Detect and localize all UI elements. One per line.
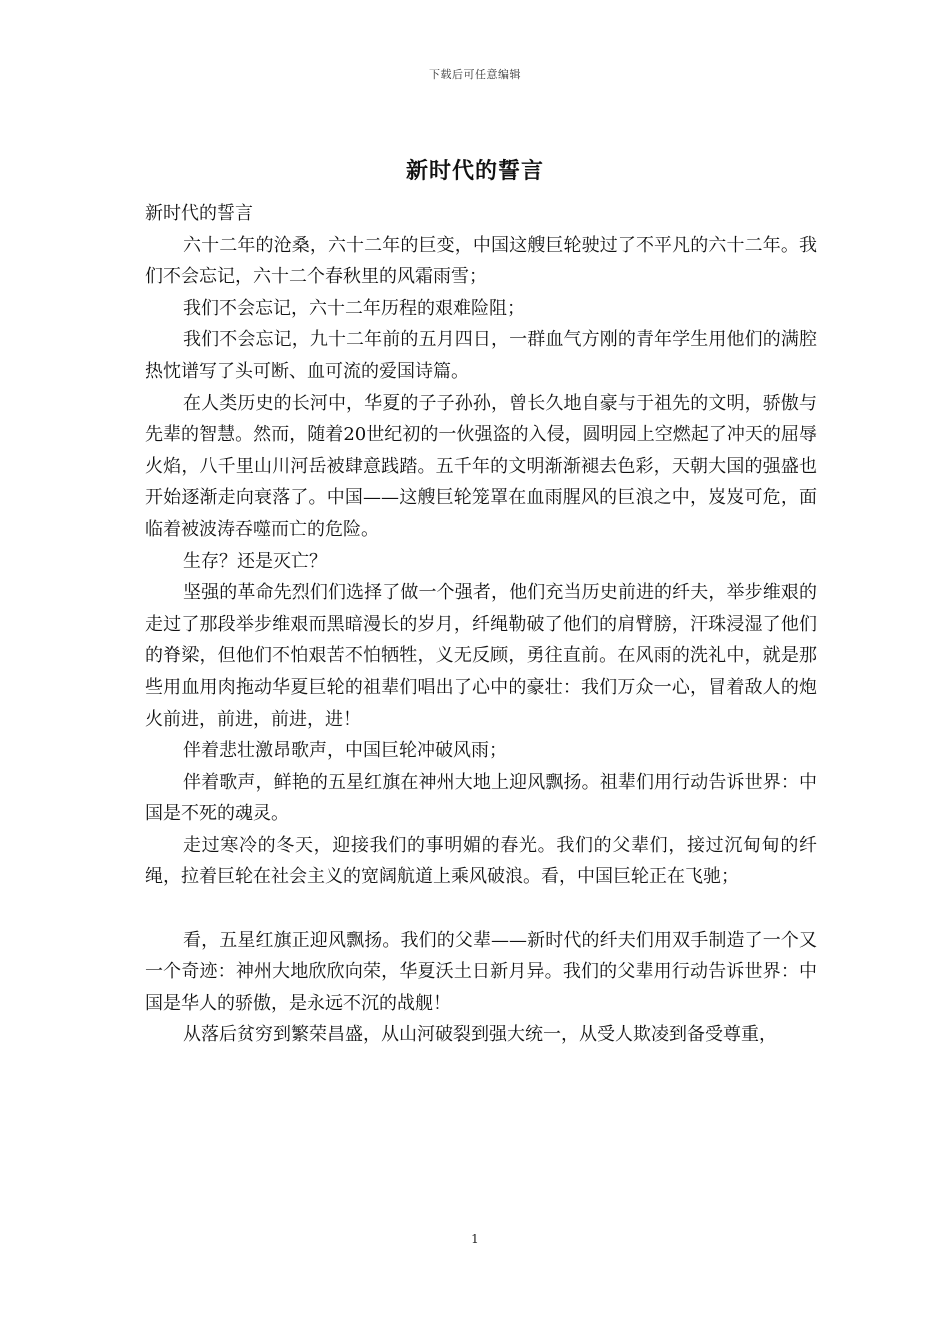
paragraph: 我们不会忘记，九十二年前的五月四日，一群血气方刚的青年学生用他们的满腔热忱谱写了头可断、血可流的爱国诗篇。	[145, 329, 817, 382]
paragraph: 我们不会忘记，六十二年历程的艰难险阻；	[183, 297, 525, 319]
paragraph: 走过寒冷的冬天，迎接我们的事明媚的春光。我们的父辈们，接过沉甸甸的纤绳，拉着巨轮在社会主义的宽阔航道上乘风破浪。看，中国巨轮正在飞驰；	[145, 834, 817, 888]
paragraph: 在人类历史的长河中，华夏的子子孙孙，曾长久地自豪与于祖先的文明，骄傲与先辈的智慧。然而，随着20世纪初的一伙强盗的入侵，圆明园上空燃起了冲天的屈辱火焰，八千里山川河岳被肆意践踏。五千年的文明渐渐褪去色彩，天朝大国的强盛也开始逐渐走向衰落了。中国——这艘巨轮笼罩在血雨腥风的巨浪之中，岌岌可危，面临着被波涛吞噬而亡的危险。	[145, 392, 817, 540]
paragraph: 六十二年的沧桑，六十二年的巨变，中国这艘巨轮驶过了不平凡的六十二年。我们不会忘记，六十二个春秋里的风霜雨雪；	[145, 234, 817, 288]
paragraph: 看，五星红旗正迎风飘扬。我们的父辈——新时代的纤夫们用双手制造了一个又一个奇迹：神州大地欣欣向荣，华夏沃土日新月异。我们的父辈用行动告诉世界：中国是华人的骄傲，是永远不沉的战舰！	[145, 929, 817, 1014]
paragraph: 坚强的革命先烈们们选择了做一个强者，他们充当历史前进的纤夫，举步维艰的走过了那段举步维艰而黑暗漫长的岁月，纤绳勒破了他们的肩臂膀，汗珠浸湿了他们的脊梁，但他们不怕艰苦不怕牺牲，义无反顾，勇往直前。在风雨的洗礼中，就是那些用血用肉拖动华夏巨轮的祖辈们唱出了心中的豪壮：我们万众一心，冒着敌人的炮火前进，前进，前进，进！	[145, 582, 817, 730]
document-body	[145, 198, 817, 1051]
document-title: 新时代的誓言	[405, 158, 544, 184]
page-number: 1	[471, 1232, 479, 1246]
page-header: 下载后可任意编辑	[429, 68, 521, 81]
paragraph: 伴着悲壮激昂歌声，中国巨轮冲破风雨；	[183, 740, 507, 762]
document-subtitle: 新时代的誓言	[145, 203, 253, 224]
paragraph: 伴着歌声，鲜艳的五星红旗在神州大地上迎风飘扬。祖辈们用行动告诉世界：中国是不死的魂灵。	[145, 771, 817, 825]
blank-line	[145, 893, 817, 925]
paragraph: 从落后贫穷到繁荣昌盛，从山河破裂到强大统一，从受人欺凌到备受尊重，	[183, 1024, 777, 1046]
paragraph: 生存？还是灭亡？	[183, 550, 327, 572]
